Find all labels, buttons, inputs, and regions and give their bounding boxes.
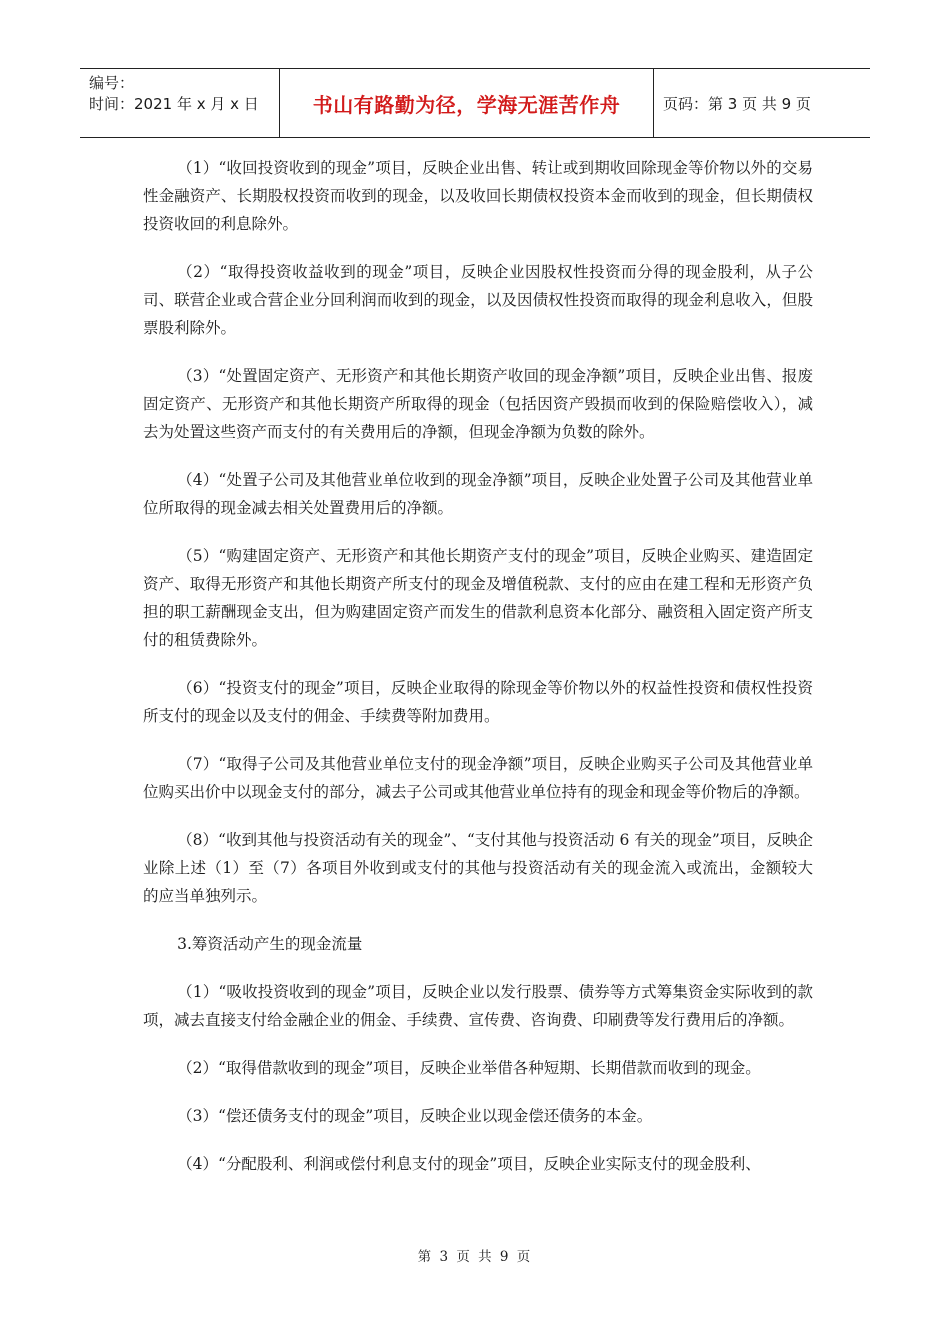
paragraph: （3）“偿还债务支付的现金”项目，反映企业以现金偿还债务的本金。 — [177, 1107, 653, 1125]
paragraph: （2）“取得借款收到的现金”项目，反映企业举借各种短期、长期借款而收到的现金。 — [177, 1059, 761, 1077]
paragraph: （1）“吸收投资收到的现金”项目，反映企业以发行股票、债券等方式筹集资金实际收到的款项，减去直接支付给金融企业的佣金、手续费、宣传费、咨询费、印刷费等发行费用后的净额。 — [143, 983, 813, 1029]
paragraph: （1）“收回投资收到的现金”项目，反映企业出售、转让或到期收回除现金等价物以外的交易性金融资产、长期股权投资而收到的现金，以及收回长期债权投资本金而收到的现金，但长期债权投资收回的利息除外。 — [143, 159, 813, 233]
paragraph: （3）“处置固定资产、无形资产和其他长期资产收回的现金净额”项目，反映企业出售、报废固定资产、无形资产和其他长期资产所取得的现金（包括因资产毁损而收到的保险赔偿收入），减去为处置这些资产而支付的有关费用后的净额，但现金净额为负数的除外。 — [143, 367, 813, 441]
paragraph: （5）“购建固定资产、无形资产和其他长期资产支付的现金”项目，反映企业购买、建造固定资产、取得无形资产和其他长期资产所支付的现金及增值税款、支付的应由在建工程和无形资产负担的职工薪酬现金支出，但为购建固定资产而发生的借款利息资本化部分、融资租入固定资产所支付的租赁费除外。 — [143, 547, 813, 649]
document-body — [143, 154, 813, 1198]
date-label: 时间：2021 年 x 月 x 日 — [89, 95, 259, 113]
paragraph: （7）“取得子公司及其他营业单位支付的现金净额”项目，反映企业购买子公司及其他营业单位购买出价中以现金支付的部分，减去子公司或其他营业单位持有的现金和现金等价物后的净额。 — [143, 755, 813, 801]
paragraph: （8）“收到其他与投资活动有关的现金”、“支付其他与投资活动 6 有关的现金”项目，反映企业除上述（1）至（7）各项目外收到或支付的其他与投资活动有关的现金流入或流出，金额较大的应当单独列示。 — [143, 831, 813, 905]
paragraph: （2）“取得投资收益收到的现金”项目，反映企业因股权性投资而分得的现金股利，从子公司、联营企业或合营企业分回利润而收到的现金，以及因债权性投资而取得的现金利息收入，但股票股利除外。 — [143, 263, 813, 337]
header-meta — [80, 69, 280, 137]
page-footer: 第 3 页 共 9 页 — [417, 1249, 533, 1265]
paragraph: （4）“分配股利、利润或偿付利息支付的现金”项目，反映企业实际支付的现金股利、 — [177, 1155, 761, 1173]
section-heading: 3.筹资活动产生的现金流量 — [177, 935, 363, 953]
page-header — [80, 68, 870, 138]
header-motto: 书山有路勤为径，学海无涯苦作舟 — [280, 69, 654, 137]
header-page-info: 页码：第 3 页 共 9 页 — [663, 94, 811, 113]
paragraph: （6）“投资支付的现金”项目，反映企业取得的除现金等价物以外的权益性投资和债权性投资所支付的现金以及支付的佣金、手续费等附加费用。 — [143, 679, 813, 725]
paragraph: （4）“处置子公司及其他营业单位收到的现金净额”项目，反映企业处置子公司及其他营业单位所取得的现金减去相关处置费用后的净额。 — [143, 471, 813, 517]
serial-number-label: 编号： — [89, 74, 135, 92]
